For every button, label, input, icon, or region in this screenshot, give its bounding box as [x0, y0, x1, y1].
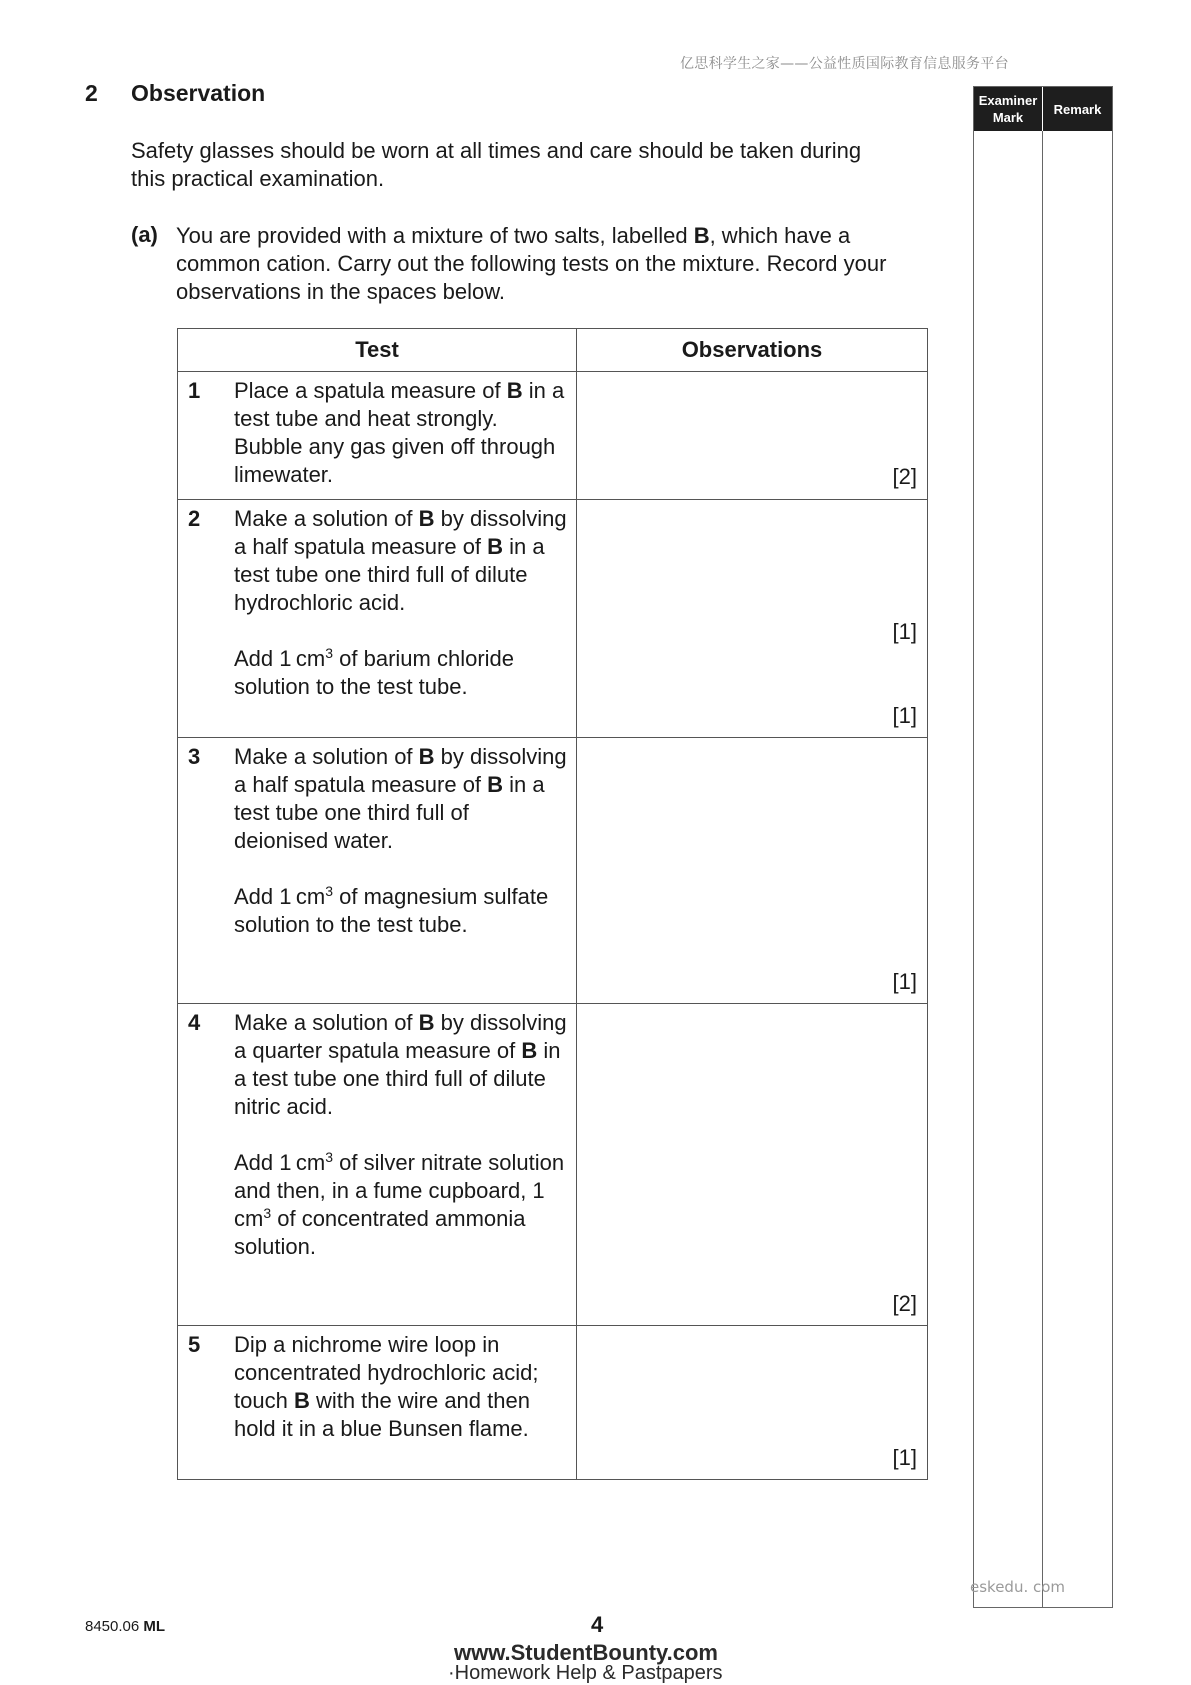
page-number: 4	[591, 1612, 604, 1637]
sample-label: B	[487, 534, 504, 559]
examiner-mark-header: Examiner Mark	[974, 87, 1043, 131]
test-row-3	[178, 738, 928, 1004]
mark-allocation: [1]	[892, 619, 917, 644]
site-watermark: eskedu. com	[970, 1578, 1066, 1596]
sample-label: B	[521, 1038, 538, 1063]
mark-allocation: [2]	[892, 1291, 917, 1316]
mark-allocation: [1]	[892, 969, 917, 994]
unit-superscript: 3	[325, 1149, 334, 1165]
observation-answer-cell[interactable]	[577, 1004, 928, 1326]
test-row-4	[178, 1004, 928, 1326]
paper-code-number: 8450.06	[85, 1618, 140, 1635]
test-number: 1	[188, 378, 201, 403]
test-body	[234, 377, 568, 489]
test-row-2	[178, 500, 928, 738]
test-row-1	[178, 372, 928, 500]
sample-label: B	[506, 378, 523, 403]
observations-column-header: Observations	[577, 329, 928, 372]
sample-label: B	[418, 1010, 435, 1035]
question-title: Observation	[131, 80, 266, 106]
header-watermark: 亿思科学生之家——公益性质国际教育信息服务平台	[680, 56, 1009, 72]
table-header-row	[178, 329, 928, 372]
test-body	[234, 1331, 568, 1443]
observation-answer-cell[interactable]	[577, 372, 928, 500]
paper-code-suffix: ML	[143, 1618, 166, 1635]
part-label: (a)	[131, 222, 158, 247]
unit-superscript: 3	[263, 1205, 272, 1221]
test-body	[234, 743, 568, 939]
examiner-margin	[973, 86, 1113, 1608]
test-body	[234, 505, 568, 701]
test-number: 4	[188, 1010, 201, 1035]
examiner-margin-header	[974, 87, 1112, 131]
unit-superscript: 3	[325, 883, 334, 899]
test-instruction-text: Add 1 $cm^3$ of silver nitrate solution and then, in a fume cupboard, 1 $cm^3$ of concentrated ammonia solution.	[234, 1149, 565, 1259]
sample-label: B	[293, 1388, 310, 1413]
observation-answer-cell[interactable]	[577, 738, 928, 1004]
test-instruction-text: Dip a nichrome wire loop in concentrated hydrochloric acid; touch B with the wire and then hold it in a blue Bunsen flame.	[234, 1332, 539, 1441]
part-text-end: , which have a common cation. Carry out the following tests on the mixture. Record your observations in the spaces below.	[176, 223, 887, 304]
test-instruction-cell	[178, 500, 577, 738]
test-instruction-text: Add 1 $cm^3$ of barium chloride solution to the test tube.	[234, 645, 515, 699]
remark-header: Remark	[1053, 101, 1102, 117]
mark-allocation: [1]	[892, 703, 917, 728]
sample-label: B	[693, 223, 710, 248]
part-instructions	[176, 222, 936, 306]
unit-superscript: 3	[325, 645, 334, 661]
test-instruction-cell	[178, 738, 577, 1004]
test-instruction-text: Place a spatula measure of B in a test tube and heat strongly. Bubble any gas given off through limewater.	[234, 378, 565, 487]
paper-code	[85, 1618, 165, 1635]
studentbounty-link[interactable]: www.StudentBounty.com	[454, 1640, 718, 1665]
test-number: 5	[188, 1332, 201, 1357]
mark-allocation: [2]	[892, 464, 917, 489]
sample-label: B	[418, 744, 435, 769]
test-instruction-text: Add 1 $cm^3$ of magnesium sulfate solution to the test tube.	[234, 883, 549, 937]
safety-instruction: Safety glasses should be worn at all times and care should be taken during this practical examination.	[131, 138, 862, 191]
observation-answer-cell[interactable]	[577, 500, 928, 738]
sample-label: B	[487, 772, 504, 797]
test-instruction-cell	[178, 372, 577, 500]
studentbounty-tagline: ·Homework Help & Pastpapers	[448, 1662, 723, 1684]
tests-table	[177, 328, 928, 1480]
test-instruction-cell	[178, 1004, 577, 1326]
test-instruction-cell	[178, 1326, 577, 1480]
sample-label: B	[418, 506, 435, 531]
mark-allocation: [1]	[892, 1445, 917, 1470]
test-number: 2	[188, 506, 201, 531]
question-number: 2	[85, 80, 98, 106]
part-text-start: You are provided with a mixture of two salts, labelled	[176, 223, 694, 248]
test-body	[234, 1009, 568, 1261]
test-column-header: Test	[178, 329, 577, 372]
margin-divider	[1042, 131, 1043, 1607]
observation-answer-cell[interactable]	[577, 1326, 928, 1480]
test-number: 3	[188, 744, 201, 769]
test-instruction-text: Make a solution of B by dissolving a quarter spatula measure of B in a test tube one third full of dilute nitric acid.	[234, 1010, 567, 1119]
test-instruction-text: Make a solution of B by dissolving a half spatula measure of B in a test tube one third full of dilute hydrochloric acid.	[234, 506, 567, 615]
test-instruction-text: Make a solution of B by dissolving a half spatula measure of B in a test tube one third full of deionised water.	[234, 744, 567, 853]
test-row-5	[178, 1326, 928, 1480]
